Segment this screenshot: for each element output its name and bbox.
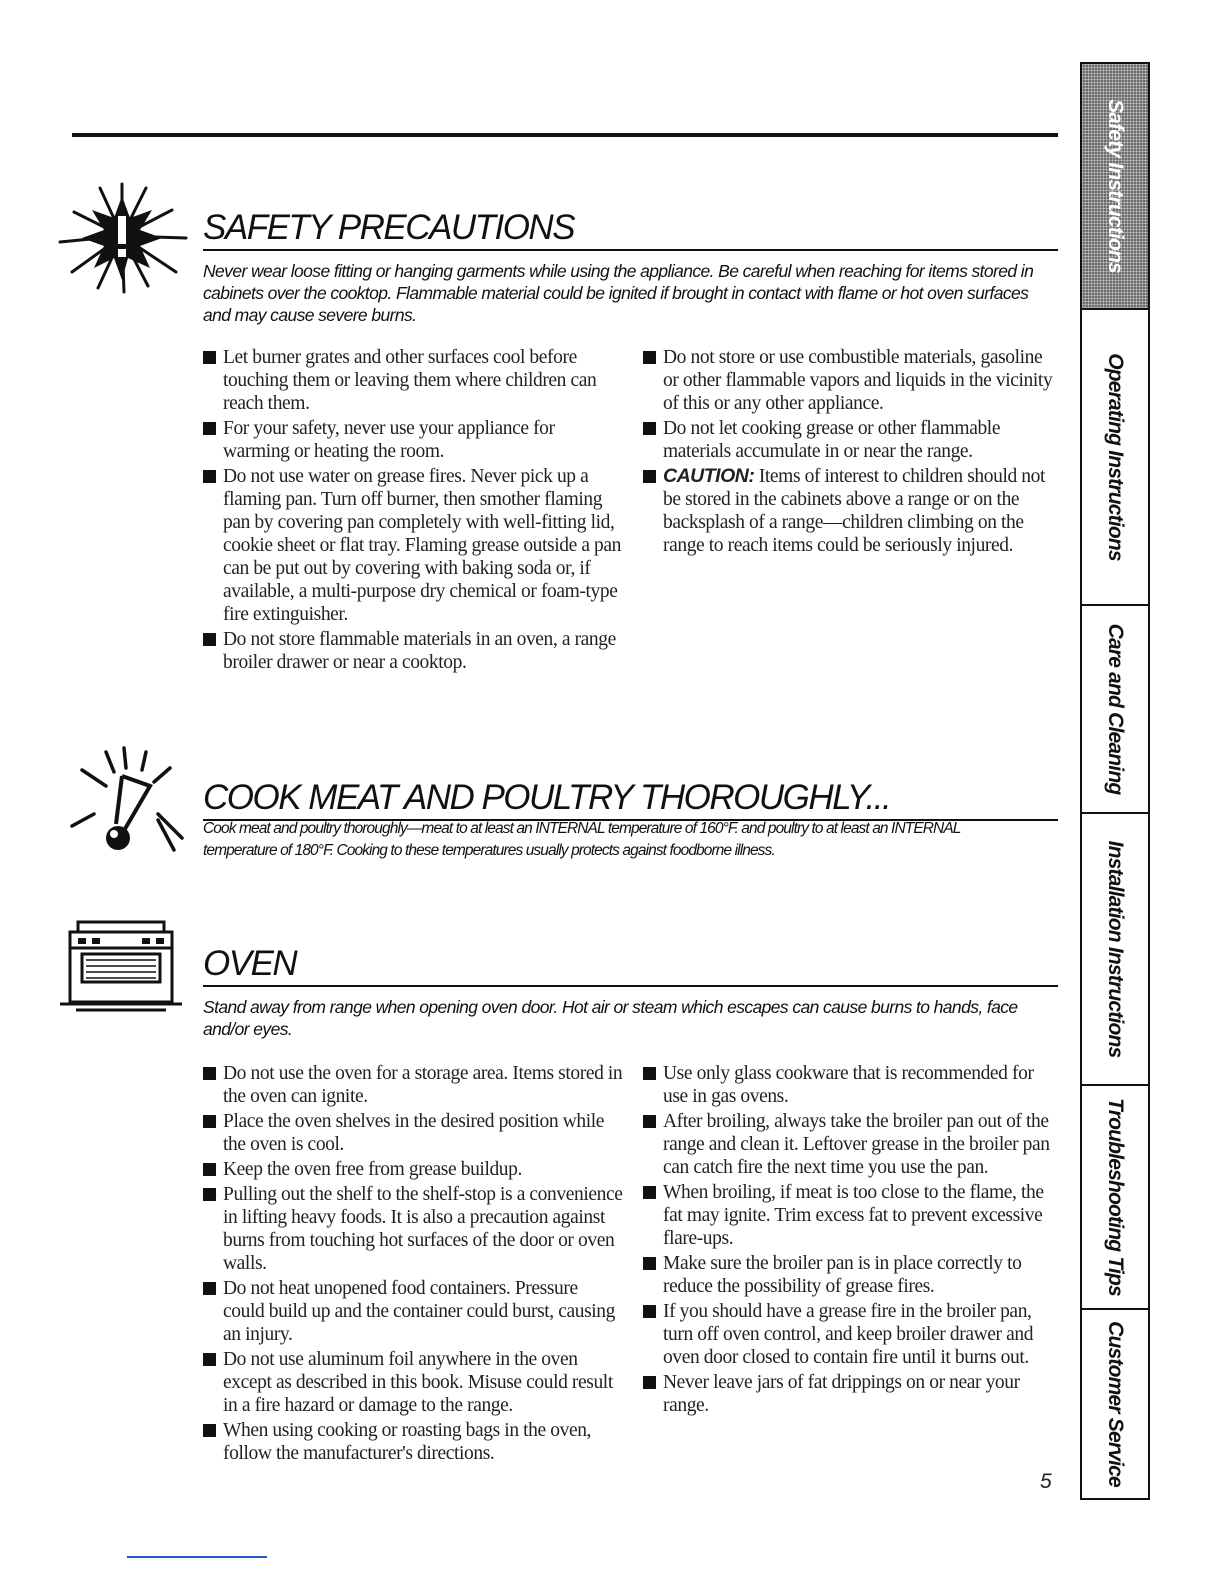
list-item: Do not use the oven for a storage area. Items stored in the oven can ignite. [203, 1062, 623, 1108]
tab-operating-instructions[interactable] [1082, 310, 1148, 606]
safety-precautions-intro: Never wear loose fitting or hanging garments while using the appliance. Be careful when reaching for items stored in cabinets over the cooktop. Flammable material could be ignited if brought in contact with flame or hot oven surfaces and may cause severe burns. [203, 261, 1034, 325]
section-tabs [1080, 62, 1150, 1500]
oven-intro: Stand away from range when opening oven door. Hot air or steam which escapes can cause burns to hands, face and/or eyes. [203, 997, 1018, 1039]
warning-burst-icon [52, 176, 192, 296]
safety-left-list [203, 346, 623, 676]
page-number: 5 [1040, 1470, 1052, 1493]
list-item: If you should have a grease fire in the broiler pan, turn off oven control, and keep broiler drawer and oven door closed to contain fire until it burns out. [643, 1300, 1053, 1369]
oven-left-list [203, 1062, 623, 1467]
caution-label: CAUTION: [663, 465, 755, 487]
list-item: For your safety, never use your appliance for warming or heating the room. [203, 417, 623, 463]
tab-label: Care and Cleaning [1104, 623, 1127, 795]
tab-label: Customer Service [1104, 1321, 1127, 1487]
list-item: Make sure the broiler pan is in place correctly to reduce the possibility of grease fires. [643, 1252, 1053, 1298]
list-item: When broiling, if meat is too close to the flame, the fat may ignite. Trim excess fat to prevent excessive flare-ups. [643, 1181, 1053, 1250]
top-rule [72, 133, 1058, 137]
list-item: Do not let cooking grease or other flammable materials accumulate in or near the range. [643, 417, 1058, 463]
tab-safety-instructions[interactable] [1082, 64, 1148, 310]
list-item: Let burner grates and other surfaces cool before touching them or leaving them where children can reach them. [203, 346, 623, 415]
caution-item [643, 465, 1058, 557]
caution-text: Items of interest to children should not be stored in the cabinets above a range or on the backsplash of a range—children climbing on the range to reach items could be seriously injured. [663, 466, 1046, 556]
tab-label: Troubleshooting Tips [1104, 1098, 1127, 1296]
safety-right-list [643, 346, 1058, 559]
list-item: When using cooking or roasting bags in the oven, follow the manufacturer's directions. [203, 1419, 623, 1465]
list-item: Use only glass cookware that is recommended for use in gas ovens. [643, 1062, 1053, 1108]
tab-label: Operating Instructions [1104, 353, 1127, 561]
tab-care-and-cleaning[interactable] [1082, 606, 1148, 814]
list-item: Do not store flammable materials in an oven, a range broiler drawer or near a cooktop. [203, 628, 623, 674]
tab-label: Safety Instructions [1104, 99, 1127, 273]
cook-meat-intro: Cook meat and poultry thoroughly—meat to at least an INTERNAL temperature of 160°F. and poultry to at least an INTERNAL temperature of 180°F. Cooking to these temperatures usually protects against foodborne illness. [203, 820, 961, 859]
list-item: Pulling out the shelf to the shelf-stop is a convenience in lifting heavy foods. It is also a precaution against burns from touching hot surfaces of the door or oven walls. [203, 1183, 623, 1275]
safety-precautions-heading: SAFETY PRECAUTIONS [203, 210, 1058, 251]
list-item: Do not store or use combustible materials, gasoline or other flammable vapors and liquids in the vicinity of this or any other appliance. [643, 346, 1058, 415]
list-item: Do not use water on grease fires. Never pick up a flaming pan. Turn off burner, then smother flaming pan by covering pan completely with well-fitting lid, cookie sheet or flat tray. Flaming grease outside a pan can be put out by covering with baking soda or, if available, a multi-purpose dry chemical or foam-type fire extinguisher. [203, 465, 623, 626]
tab-customer-service[interactable] [1082, 1310, 1148, 1498]
cook-meat-heading: COOK MEAT AND POULTRY THOROUGHLY... [203, 780, 1058, 821]
list-item: Keep the oven free from grease buildup. [203, 1158, 623, 1181]
list-item: Do not use aluminum foil anywhere in the oven except as described in this book. Misuse could result in a fire hazard or damage to the range. [203, 1348, 623, 1417]
range-icon [56, 918, 186, 1018]
bottom-link-underline [127, 1556, 267, 1558]
tab-troubleshooting-tips[interactable] [1082, 1086, 1148, 1310]
tab-label: Installation Instructions [1104, 840, 1127, 1058]
oven-heading: OVEN [203, 946, 1058, 987]
thermometer-burst-icon [62, 746, 192, 856]
list-item: Never leave jars of fat drippings on or near your range. [643, 1371, 1053, 1417]
tab-installation-instructions[interactable] [1082, 814, 1148, 1086]
list-item: Place the oven shelves in the desired position while the oven is cool. [203, 1110, 623, 1156]
list-item: After broiling, always take the broiler pan out of the range and clean it. Leftover grease in the broiler pan can catch fire the next time you use the pan. [643, 1110, 1053, 1179]
oven-right-list [643, 1062, 1053, 1419]
list-item: Do not heat unopened food containers. Pressure could build up and the container could burst, causing an injury. [203, 1277, 623, 1346]
